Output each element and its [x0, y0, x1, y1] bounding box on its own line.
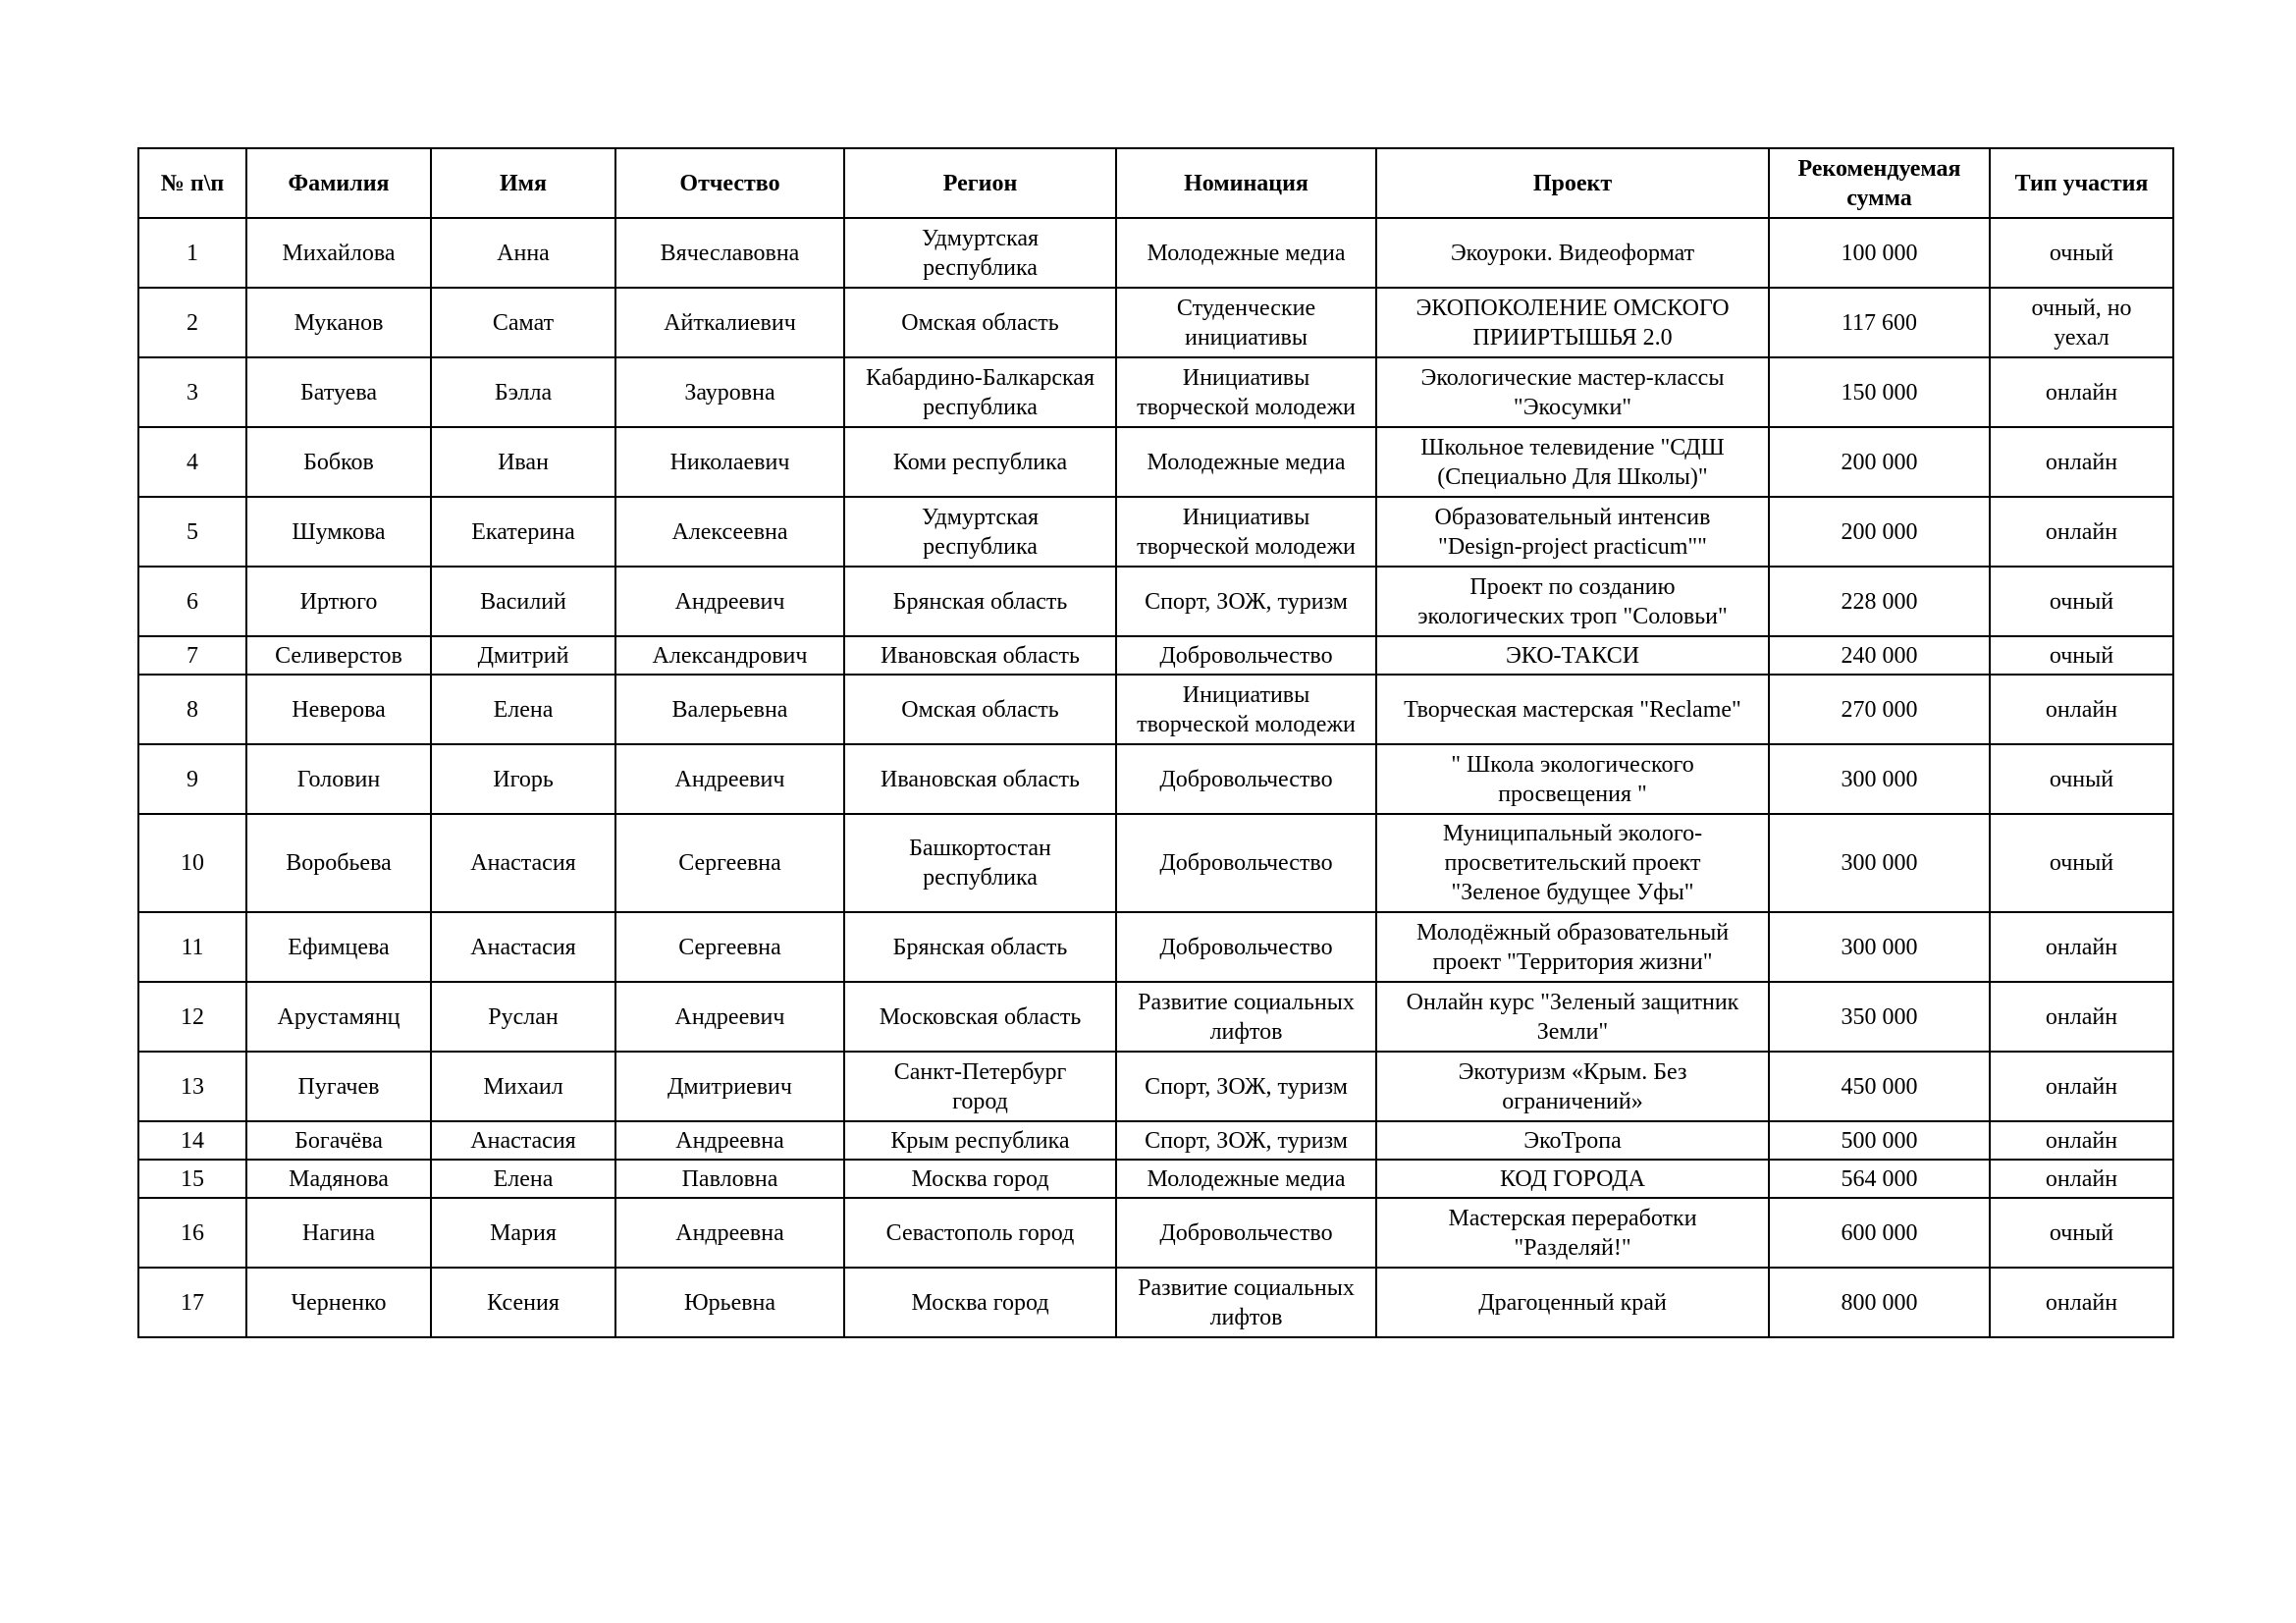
cell-participation-type: очный	[1990, 814, 2173, 912]
cell-number: 15	[138, 1160, 246, 1198]
cell-nomination: Инициативы творческой молодежи	[1116, 357, 1376, 427]
cell-participation-type: очный	[1990, 1198, 2173, 1268]
cell-surname: Пугачев	[246, 1052, 431, 1121]
header-number: № п\п	[138, 148, 246, 218]
cell-patronymic: Сергеевна	[615, 912, 844, 982]
cell-nomination: Молодежные медиа	[1116, 218, 1376, 288]
participants-table	[137, 147, 2174, 1338]
cell-nomination: Студенческие инициативы	[1116, 288, 1376, 357]
table-row	[138, 1268, 2173, 1337]
cell-participation-type: онлайн	[1990, 675, 2173, 744]
cell-patronymic: Дмитриевич	[615, 1052, 844, 1121]
cell-nomination: Добровольчество	[1116, 814, 1376, 912]
cell-nomination: Добровольчество	[1116, 912, 1376, 982]
cell-project: " Школа экологического просвещения "	[1376, 744, 1769, 814]
cell-number: 4	[138, 427, 246, 497]
cell-name: Анна	[431, 218, 615, 288]
cell-surname: Батуева	[246, 357, 431, 427]
cell-participation-type: очный	[1990, 744, 2173, 814]
cell-region: Кабардино-Балкарская республика	[844, 357, 1116, 427]
cell-name: Дмитрий	[431, 636, 615, 675]
table-row	[138, 1121, 2173, 1160]
cell-region: Крым республика	[844, 1121, 1116, 1160]
cell-number: 3	[138, 357, 246, 427]
cell-patronymic: Вячеславовна	[615, 218, 844, 288]
cell-patronymic: Андреевна	[615, 1198, 844, 1268]
header-surname: Фамилия	[246, 148, 431, 218]
cell-region: Москва город	[844, 1268, 1116, 1337]
cell-amount: 600 000	[1769, 1198, 1990, 1268]
cell-number: 16	[138, 1198, 246, 1268]
cell-surname: Ефимцева	[246, 912, 431, 982]
cell-nomination: Молодежные медиа	[1116, 427, 1376, 497]
cell-region: Севастополь город	[844, 1198, 1116, 1268]
cell-surname: Иртюго	[246, 567, 431, 636]
cell-nomination: Спорт, ЗОЖ, туризм	[1116, 1121, 1376, 1160]
cell-number: 14	[138, 1121, 246, 1160]
cell-region: Брянская область	[844, 912, 1116, 982]
cell-amount: 150 000	[1769, 357, 1990, 427]
table-row	[138, 1198, 2173, 1268]
cell-project: Экологические мастер-классы "Экосумки"	[1376, 357, 1769, 427]
header-patronymic: Отчество	[615, 148, 844, 218]
cell-number: 10	[138, 814, 246, 912]
cell-surname: Нагина	[246, 1198, 431, 1268]
cell-name: Екатерина	[431, 497, 615, 567]
table-row	[138, 675, 2173, 744]
cell-project: Проект по созданию экологических троп "Соловьи"	[1376, 567, 1769, 636]
cell-surname: Неверова	[246, 675, 431, 744]
cell-surname: Арустамянц	[246, 982, 431, 1052]
cell-number: 11	[138, 912, 246, 982]
cell-patronymic: Валерьевна	[615, 675, 844, 744]
cell-patronymic: Александрович	[615, 636, 844, 675]
cell-region: Брянская область	[844, 567, 1116, 636]
cell-participation-type: очный	[1990, 567, 2173, 636]
cell-name: Анастасия	[431, 912, 615, 982]
cell-surname: Воробьева	[246, 814, 431, 912]
cell-amount: 564 000	[1769, 1160, 1990, 1198]
cell-region: Московская область	[844, 982, 1116, 1052]
cell-amount: 117 600	[1769, 288, 1990, 357]
header-region: Регион	[844, 148, 1116, 218]
cell-project: Драгоценный край	[1376, 1268, 1769, 1337]
cell-participation-type: онлайн	[1990, 1160, 2173, 1198]
table-body	[138, 218, 2173, 1337]
cell-number: 5	[138, 497, 246, 567]
cell-amount: 800 000	[1769, 1268, 1990, 1337]
cell-number: 17	[138, 1268, 246, 1337]
cell-region: Москва город	[844, 1160, 1116, 1198]
cell-project: Школьное телевидение "СДШ (Специально Для Школы)"	[1376, 427, 1769, 497]
table-row	[138, 288, 2173, 357]
cell-patronymic: Андреевич	[615, 567, 844, 636]
cell-name: Мария	[431, 1198, 615, 1268]
cell-name: Анастасия	[431, 814, 615, 912]
cell-amount: 240 000	[1769, 636, 1990, 675]
cell-number: 7	[138, 636, 246, 675]
cell-name: Василий	[431, 567, 615, 636]
cell-patronymic: Сергеевна	[615, 814, 844, 912]
cell-participation-type: онлайн	[1990, 497, 2173, 567]
cell-surname: Богачёва	[246, 1121, 431, 1160]
table-header	[138, 148, 2173, 218]
cell-surname: Шумкова	[246, 497, 431, 567]
table-row	[138, 497, 2173, 567]
cell-project: ЭКО-ТАКСИ	[1376, 636, 1769, 675]
cell-nomination: Молодежные медиа	[1116, 1160, 1376, 1198]
cell-region: Коми республика	[844, 427, 1116, 497]
cell-region: Башкортостан республика	[844, 814, 1116, 912]
cell-project: Онлайн курс "Зеленый защитник Земли"	[1376, 982, 1769, 1052]
cell-nomination: Инициативы творческой молодежи	[1116, 675, 1376, 744]
cell-participation-type: онлайн	[1990, 427, 2173, 497]
cell-amount: 200 000	[1769, 427, 1990, 497]
cell-participation-type: очный	[1990, 636, 2173, 675]
cell-amount: 270 000	[1769, 675, 1990, 744]
cell-name: Анастасия	[431, 1121, 615, 1160]
cell-surname: Головин	[246, 744, 431, 814]
table-row	[138, 357, 2173, 427]
cell-patronymic: Андреевна	[615, 1121, 844, 1160]
table-row	[138, 912, 2173, 982]
cell-nomination: Инициативы творческой молодежи	[1116, 497, 1376, 567]
cell-name: Михаил	[431, 1052, 615, 1121]
cell-surname: Михайлова	[246, 218, 431, 288]
cell-name: Ксения	[431, 1268, 615, 1337]
cell-project: Молодёжный образовательный проект "Территория жизни"	[1376, 912, 1769, 982]
table-row	[138, 744, 2173, 814]
header-project: Проект	[1376, 148, 1769, 218]
cell-nomination: Добровольчество	[1116, 636, 1376, 675]
cell-project: Образовательный интенсив "Design-project practicum""	[1376, 497, 1769, 567]
cell-region: Санкт-Петербург город	[844, 1052, 1116, 1121]
cell-participation-type: онлайн	[1990, 357, 2173, 427]
cell-nomination: Спорт, ЗОЖ, туризм	[1116, 567, 1376, 636]
cell-project: КОД ГОРОДА	[1376, 1160, 1769, 1198]
cell-surname: Муканов	[246, 288, 431, 357]
cell-patronymic: Зауровна	[615, 357, 844, 427]
cell-patronymic: Павловна	[615, 1160, 844, 1198]
header-row	[138, 148, 2173, 218]
cell-project: Творческая мастерская "Reclame"	[1376, 675, 1769, 744]
cell-patronymic: Алексеевна	[615, 497, 844, 567]
table-row	[138, 567, 2173, 636]
table-row	[138, 636, 2173, 675]
cell-nomination: Развитие социальных лифтов	[1116, 982, 1376, 1052]
cell-name: Игорь	[431, 744, 615, 814]
cell-region: Удмуртская республика	[844, 497, 1116, 567]
table-row	[138, 982, 2173, 1052]
header-participation-type: Тип участия	[1990, 148, 2173, 218]
cell-amount: 450 000	[1769, 1052, 1990, 1121]
cell-number: 8	[138, 675, 246, 744]
cell-surname: Селиверстов	[246, 636, 431, 675]
cell-project: ЭКОПОКОЛЕНИЕ ОМСКОГО ПРИИРТЫШЬЯ 2.0	[1376, 288, 1769, 357]
cell-project: Муниципальный эколого- просветительский проект "Зеленое будущее Уфы"	[1376, 814, 1769, 912]
cell-patronymic: Андреевич	[615, 744, 844, 814]
cell-number: 12	[138, 982, 246, 1052]
cell-patronymic: Николаевич	[615, 427, 844, 497]
cell-amount: 228 000	[1769, 567, 1990, 636]
cell-project: Экотуризм «Крым. Без ограничений»	[1376, 1052, 1769, 1121]
cell-name: Иван	[431, 427, 615, 497]
cell-number: 1	[138, 218, 246, 288]
cell-project: ЭкоТропа	[1376, 1121, 1769, 1160]
cell-participation-type: очный, но уехал	[1990, 288, 2173, 357]
cell-patronymic: Юрьевна	[615, 1268, 844, 1337]
cell-region: Омская область	[844, 288, 1116, 357]
cell-nomination: Добровольчество	[1116, 1198, 1376, 1268]
cell-nomination: Спорт, ЗОЖ, туризм	[1116, 1052, 1376, 1121]
cell-region: Ивановская область	[844, 636, 1116, 675]
cell-surname: Черненко	[246, 1268, 431, 1337]
cell-name: Елена	[431, 675, 615, 744]
cell-name: Елена	[431, 1160, 615, 1198]
cell-name: Самат	[431, 288, 615, 357]
cell-nomination: Развитие социальных лифтов	[1116, 1268, 1376, 1337]
cell-region: Удмуртская республика	[844, 218, 1116, 288]
cell-participation-type: онлайн	[1990, 982, 2173, 1052]
header-amount: Рекомендуемая сумма	[1769, 148, 1990, 218]
cell-patronymic: Айткалиевич	[615, 288, 844, 357]
cell-number: 2	[138, 288, 246, 357]
header-name: Имя	[431, 148, 615, 218]
cell-amount: 300 000	[1769, 814, 1990, 912]
cell-amount: 200 000	[1769, 497, 1990, 567]
table-row	[138, 427, 2173, 497]
cell-number: 13	[138, 1052, 246, 1121]
cell-number: 9	[138, 744, 246, 814]
cell-amount: 300 000	[1769, 912, 1990, 982]
cell-participation-type: онлайн	[1990, 1052, 2173, 1121]
table-row	[138, 218, 2173, 288]
header-nomination: Номинация	[1116, 148, 1376, 218]
cell-number: 6	[138, 567, 246, 636]
cell-surname: Мадянова	[246, 1160, 431, 1198]
cell-name: Бэлла	[431, 357, 615, 427]
cell-name: Руслан	[431, 982, 615, 1052]
cell-participation-type: онлайн	[1990, 1268, 2173, 1337]
cell-project: Экоуроки. Видеоформат	[1376, 218, 1769, 288]
cell-patronymic: Андреевич	[615, 982, 844, 1052]
cell-amount: 500 000	[1769, 1121, 1990, 1160]
cell-amount: 300 000	[1769, 744, 1990, 814]
table-row	[138, 1160, 2173, 1198]
cell-participation-type: очный	[1990, 218, 2173, 288]
cell-nomination: Добровольчество	[1116, 744, 1376, 814]
table-row	[138, 1052, 2173, 1121]
cell-region: Ивановская область	[844, 744, 1116, 814]
cell-participation-type: онлайн	[1990, 1121, 2173, 1160]
table-row	[138, 814, 2173, 912]
cell-amount: 350 000	[1769, 982, 1990, 1052]
cell-participation-type: онлайн	[1990, 912, 2173, 982]
cell-project: Мастерская переработки "Разделяй!"	[1376, 1198, 1769, 1268]
cell-surname: Бобков	[246, 427, 431, 497]
cell-region: Омская область	[844, 675, 1116, 744]
cell-amount: 100 000	[1769, 218, 1990, 288]
